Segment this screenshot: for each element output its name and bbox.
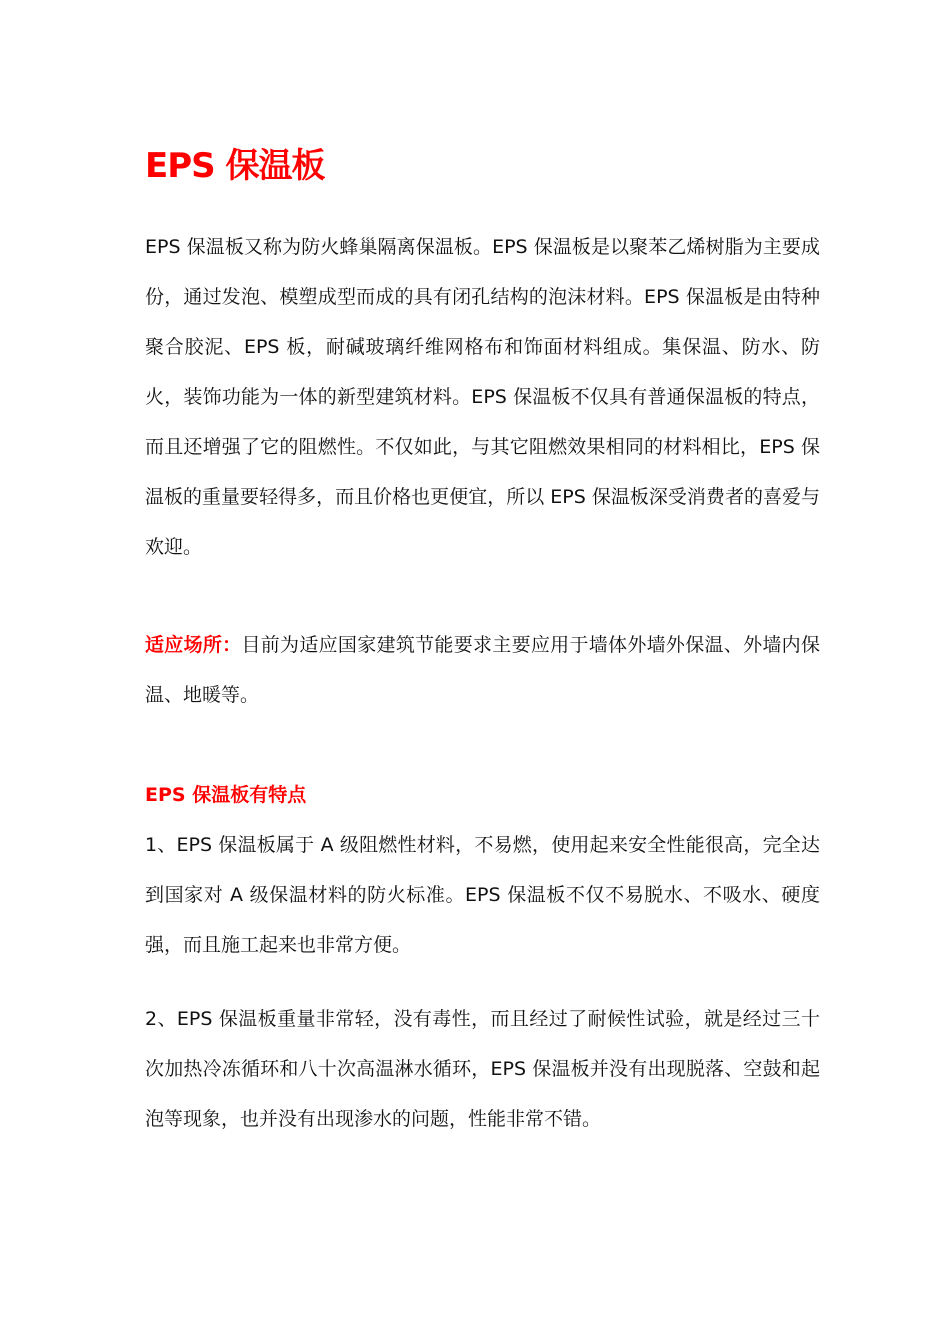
usage-label: 适应场所：: [145, 634, 242, 656]
feature-item-2: 2、EPS 保温板重量非常轻，没有毒性，而且经过了耐候性试验，就是经过三十次加热冷冻循环和八十次高温淋水循环，EPS 保温板并没有出现脱落、空鼓和起泡等现象，也并没有出现渗水的问题，性能非常不错。: [145, 1008, 820, 1130]
page-title: EPS 保温板: [145, 146, 325, 186]
features-heading: EPS 保温板有特点: [145, 784, 307, 806]
usage-text: 目前为适应国家建筑节能要求主要应用于墙体外墙外保温、外墙内保温、地暖等。: [145, 634, 820, 706]
intro-paragraph: EPS 保温板又称为防火蜂巢隔离保温板。EPS 保温板是以聚苯乙烯树脂为主要成份，通过发泡、模塑成型而成的具有闭孔结构的泡沫材料。EPS 保温板是由特种聚合胶泥、EPS 板，耐碱玻璃纤维网格布和饰面材料组成。集保温、防水、防火，装饰功能为一体的新型建筑材料。EPS 保温板不仅具有普通保温板的特点，而且还增强了它的阻燃性。不仅如此，与其它阻燃效果相同的材料相比，EPS 保温板的重量要轻得多，而且价格也更便宜，所以 EPS 保温板深受消费者的喜爱与欢迎。: [145, 236, 820, 558]
usage-paragraph: [145, 620, 820, 720]
feature-item-1: 1、EPS 保温板属于 A 级阻燃性材料，不易燃，使用起来安全性能很高，完全达到国家对 A 级保温材料的防火标准。EPS 保温板不仅不易脱水、不吸水、硬度强，而且施工起来也非常方便。: [145, 834, 820, 956]
